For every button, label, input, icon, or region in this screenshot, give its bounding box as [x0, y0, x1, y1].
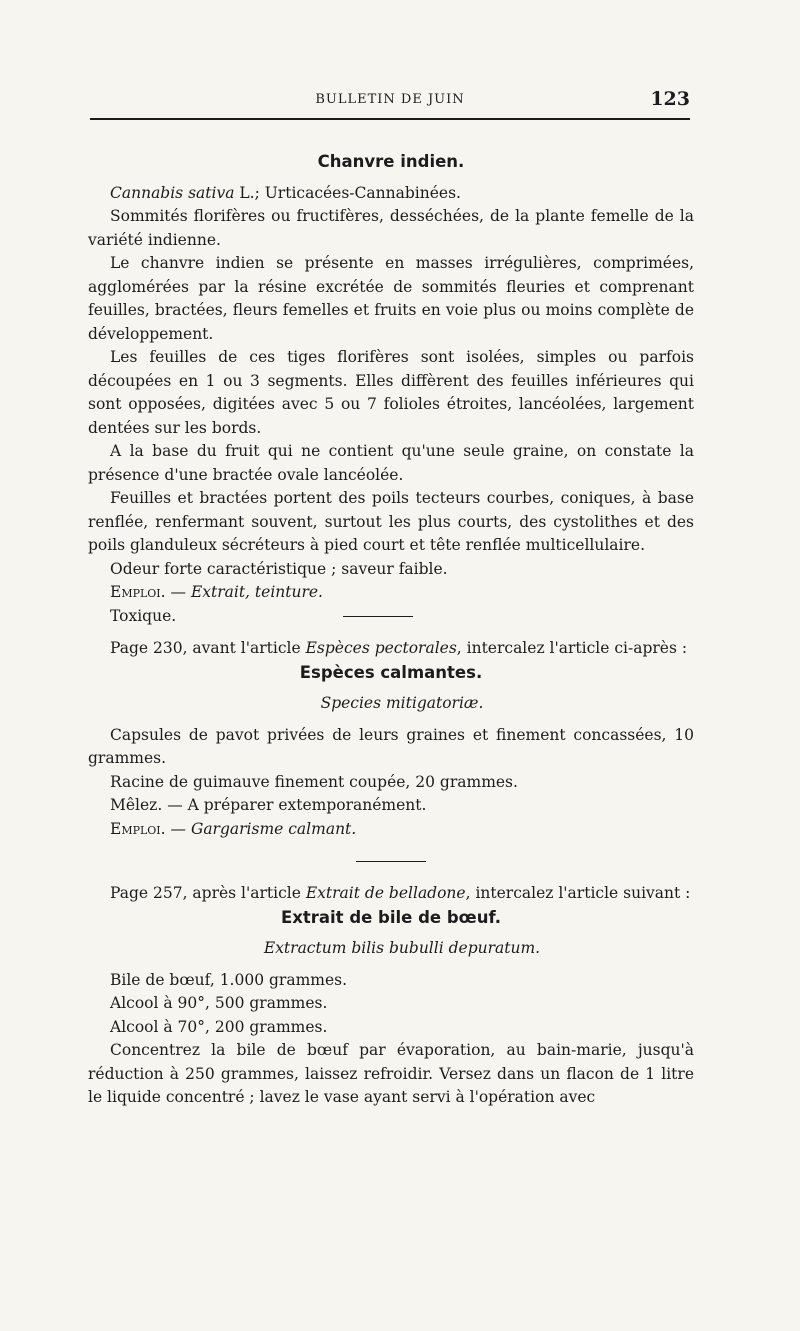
paragraph: Les feuilles de ces tiges florifères sont isolées, simples ou parfois découpées en 1 ou 3 segments. Elles diffèrent des feuilles inférieures qui sont opposées, digitées avec 5 ou 7 folioles étroites, lancéolées, largement dentées sur les bords.	[88, 348, 694, 437]
paragraph: Bile de bœuf, 1.000 grammes.	[110, 970, 348, 989]
emploi-line: Emploi. — Extrait, teinture.	[110, 583, 323, 601]
paragraph: Toxique.	[110, 606, 177, 625]
emploi-line: Emploi. — Gargarisme calmant.	[110, 819, 357, 838]
article-reference: Espèces pectorales	[305, 639, 457, 657]
page-header	[90, 88, 690, 120]
section-title: Extrait de bile de bœuf.	[280, 907, 502, 927]
paragraph: Mêlez. — A préparer extemporanément.	[110, 796, 427, 814]
latin-name: Species mitigatoriæ.	[320, 694, 484, 712]
paragraph: Alcool à 90°, 500 grammes.	[110, 994, 328, 1012]
section-title: Espèces calmantes.	[299, 662, 483, 682]
section-chanvre-indien	[88, 150, 694, 625]
paragraph: Sommités florifères ou fructifères, desséchées, de la plante femelle de la variété indienne.	[88, 207, 694, 249]
intro-paragraph: Page 230, avant l'article Espèces pectorales, intercalez l'article ci-après :	[110, 639, 688, 657]
species-name: Cannabis sativa	[110, 183, 235, 202]
section-extrait-bile	[88, 882, 694, 1110]
paragraph	[88, 182, 694, 206]
section-especes-calmantes	[88, 637, 694, 862]
section-title: Chanvre indien.	[317, 152, 465, 171]
paragraph: Le chanvre indien se présente en masses irrégulières, comprimées, agglomérées par la résine excrétée de sommités fleuries et comprenant feuilles, bractées, fleurs femelles et fruits en voie plus ou moins complète de développement.	[88, 254, 694, 343]
article-reference: Extrait de belladone	[305, 884, 466, 902]
family-text: L.; Urticacées-Cannabinées.	[234, 183, 461, 202]
paragraph: Feuilles et bractées portent des poils tecteurs courbes, coniques, à base renflée, renfermant souvent, surtout les plus courts, des cystolithes et des poils glanduleux sécréteurs à pied court et tête renflée multicellulaire.	[88, 489, 694, 554]
emploi-text: Gargarisme calmant.	[190, 819, 357, 838]
paragraph: A la base du fruit qui ne contient qu'une seule graine, on constate la présence d'une bractée ovale lancéolée.	[88, 442, 694, 484]
intro-paragraph: Page 257, après l'article Extrait de belladone, intercalez l'article suivant :	[110, 884, 691, 902]
running-title: BULLETIN DE JUIN	[315, 92, 465, 107]
emploi-label: Emploi.	[110, 819, 166, 838]
paragraph: Odeur forte caractéristique ; saveur faible.	[110, 559, 448, 578]
page-body	[88, 150, 694, 1110]
paragraph: Alcool à 70°, 200 grammes.	[110, 1017, 328, 1036]
emploi-text: Extrait, teinture.	[190, 583, 323, 601]
paragraph: Concentrez la bile de bœuf par évaporation, au bain-marie, jusqu'à réduction à 250 grammes, laissez refroidir. Versez dans un flacon de 1 litre le liquide concentré ; lavez le vase ayant servi à l'opération avec	[88, 1041, 694, 1106]
emploi-label: Emploi.	[110, 583, 166, 601]
paragraph: Racine de guimauve finement coupée, 20 grammes.	[110, 772, 518, 791]
latin-name: Extractum bilis bubulli depuratum.	[263, 939, 541, 957]
paragraph: Capsules de pavot privées de leurs graines et finement concassées, 10 grammes.	[88, 725, 694, 767]
page-number: 123	[650, 88, 690, 110]
